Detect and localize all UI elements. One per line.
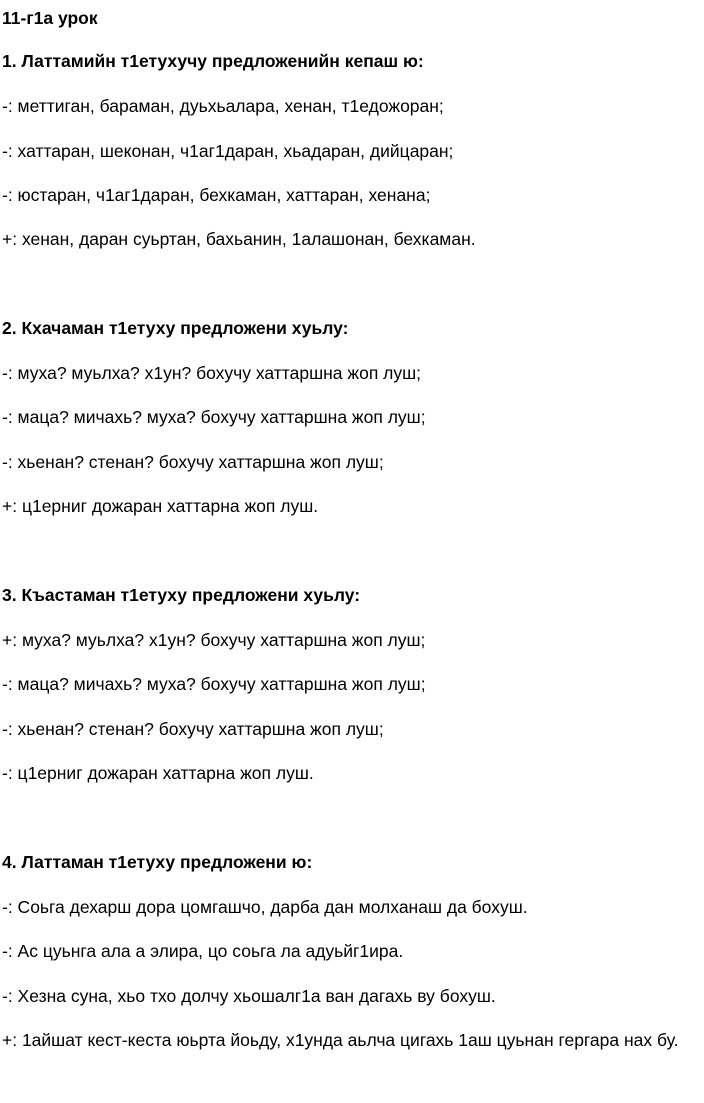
question-1-heading: 1. Латтамийн т1етухучу предложенийн кепаш ю: bbox=[2, 51, 424, 71]
question-3-option-3: -: хьенан? стенан? бохучу хаттаршна жоп луш; bbox=[2, 719, 384, 739]
question-2-option-2: -: маца? мичахь? муха? бохучу хаттаршна жоп луш; bbox=[2, 407, 426, 427]
question-4-heading: 4. Латтаман т1етуху предложени ю: bbox=[2, 852, 313, 872]
question-4-option-1: -: Соьга дехарш дора цомгашчо, дарба дан молханаш да бохуш. bbox=[2, 897, 528, 917]
question-1-option-3: -: юстаран, ч1аг1даран, бехкаман, хаттаран, хенана; bbox=[2, 185, 431, 205]
question-3-heading: 3. Къастаман т1етуху предложени хуьлу: bbox=[2, 585, 361, 605]
question-3-option-2: -: маца? мичахь? муха? бохучу хаттаршна жоп луш; bbox=[2, 674, 426, 694]
question-2-heading: 2. Кхачаман т1етуху предложени хуьлу: bbox=[2, 318, 349, 338]
question-4-option-4: +: 1айшат кест-кеста юьрта йоьду, х1унда аьлча цигахь 1аш цуьнан гергара нах бу. bbox=[2, 1030, 679, 1050]
question-3-option-4: -: ц1ерниг дожаран хаттарна жоп луш. bbox=[2, 763, 314, 783]
question-1-option-2: -: хаттаран, шеконан, ч1аг1даран, хьадаран, дийцаран; bbox=[2, 141, 454, 161]
question-2-option-1: -: муха? муьлха? х1ун? бохучу хаттаршна жоп луш; bbox=[2, 363, 422, 383]
question-3-option-1: +: муха? муьлха? х1ун? бохучу хаттаршна жоп луш; bbox=[2, 630, 426, 650]
question-1-option-1: -: меттиган, бараман, дуьхьалара, хенан, т1едожоран; bbox=[2, 96, 444, 116]
question-1-option-4: +: хенан, даран суьртан, бахьанин, 1алашонан, бехкаман. bbox=[2, 229, 476, 249]
question-2-option-3: -: хьенан? стенан? бохучу хаттаршна жоп луш; bbox=[2, 452, 384, 472]
lesson-title: 11-г1а урок bbox=[2, 8, 98, 28]
question-4-option-2: -: Ас цуьнга ала а элира, цо соьга ла адуьйг1ира. bbox=[2, 941, 404, 961]
question-2-option-4: +: ц1ерниг дожаран хаттарна жоп луш. bbox=[2, 496, 319, 516]
question-4-option-3: -: Хезна суна, хьо тхо долчу хьошалг1а ван дагахь ву бохуш. bbox=[2, 986, 496, 1006]
